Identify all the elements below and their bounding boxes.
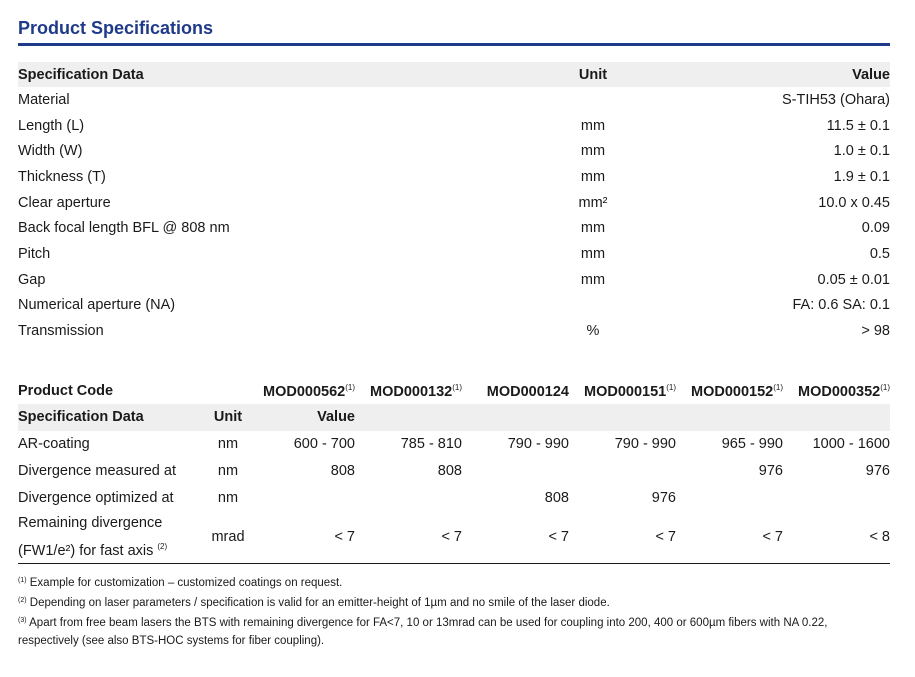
page-title: Product Specifications bbox=[18, 18, 890, 46]
row-unit: mrad bbox=[211, 528, 245, 545]
table-row bbox=[18, 215, 890, 241]
row-unit: nm bbox=[217, 463, 239, 480]
row-value: FA: 0.6 SA: 0.1 bbox=[792, 297, 890, 314]
header-spec-data: Specification Data bbox=[18, 62, 478, 87]
header-value: Value bbox=[708, 62, 890, 87]
product-code-cell: MOD000132$^{(1)}$ bbox=[370, 382, 462, 400]
row-label: Gap bbox=[18, 271, 46, 288]
row-value: 785 - 810 bbox=[400, 436, 462, 453]
row-value: 1000 - 1600 bbox=[812, 436, 890, 453]
row-label: Pitch bbox=[18, 245, 51, 262]
row-value bbox=[355, 485, 462, 512]
row-unit bbox=[478, 293, 708, 319]
header-value: Value bbox=[248, 404, 355, 431]
row-value: 0.05 ± 0.01 bbox=[817, 271, 890, 288]
row-value: 976 bbox=[651, 490, 676, 507]
row-label: Back focal length BFL @ 808 nm bbox=[18, 220, 230, 237]
row-value: < 7 bbox=[441, 528, 462, 545]
product-code-row bbox=[18, 379, 890, 404]
row-label: Divergence measured at bbox=[18, 463, 176, 480]
table-row bbox=[18, 241, 890, 267]
row-value: 976 bbox=[865, 463, 890, 480]
table-row bbox=[18, 267, 890, 293]
row-value: 0.5 bbox=[869, 245, 890, 262]
product-specifications-page bbox=[18, 18, 890, 650]
row-label: Numerical aperture (NA) bbox=[18, 297, 176, 314]
row-value bbox=[783, 485, 890, 512]
table-row bbox=[18, 318, 890, 344]
row-value bbox=[676, 485, 783, 512]
table-header-row bbox=[18, 62, 890, 87]
row-label: Length (L) bbox=[18, 117, 85, 134]
row-label: Material bbox=[18, 91, 70, 108]
row-value: 600 - 700 bbox=[293, 436, 355, 453]
product-code-cell: MOD000562$^{(1)}$ bbox=[263, 382, 355, 400]
row-unit: mm bbox=[580, 271, 606, 288]
product-code-label: Product Code bbox=[18, 383, 114, 400]
row-label: Transmission bbox=[18, 323, 104, 340]
specification-table bbox=[18, 62, 890, 344]
row-unit: mm bbox=[580, 245, 606, 262]
footnotes bbox=[18, 572, 890, 650]
footnote: respectively (see also BTS-HOC systems for fiber coupling). bbox=[18, 634, 325, 647]
row-value: S-TIH53 (Ohara) bbox=[782, 91, 890, 108]
row-unit: mm bbox=[580, 143, 606, 160]
row-value: 808 bbox=[437, 463, 462, 480]
row-value: 965 - 990 bbox=[721, 436, 783, 453]
row-unit: mm² bbox=[578, 194, 608, 211]
row-value: < 8 bbox=[869, 528, 890, 545]
table-header-row bbox=[18, 404, 890, 431]
table-row bbox=[18, 431, 890, 458]
header-unit: Unit bbox=[478, 62, 708, 87]
row-value: 1.0 ± 0.1 bbox=[833, 143, 890, 160]
product-code-cell: MOD000352$^{(1)}$ bbox=[798, 382, 890, 400]
remaining-divergence-row bbox=[18, 512, 890, 564]
row-label: Clear aperture bbox=[18, 194, 111, 211]
row-label: AR-coating bbox=[18, 436, 90, 453]
row-unit: mm bbox=[580, 117, 606, 134]
row-value: 790 - 990 bbox=[507, 436, 569, 453]
table-row bbox=[18, 485, 890, 512]
table-row bbox=[18, 458, 890, 485]
product-code-cell: MOD000124 bbox=[486, 383, 569, 400]
row-label: Divergence optimized at bbox=[18, 490, 174, 507]
footnote: $^{(1)}$ Example for customization – customized coatings on request. bbox=[18, 576, 343, 589]
table-row bbox=[18, 190, 890, 216]
product-code-cell: MOD000151$^{(1)}$ bbox=[584, 382, 676, 400]
row-value bbox=[248, 485, 355, 512]
row-value: < 7 bbox=[655, 528, 676, 545]
row-value bbox=[462, 458, 569, 485]
table-row bbox=[18, 113, 890, 139]
header-spec-data: Specification Data bbox=[18, 404, 208, 431]
row-value: 11.5 ± 0.1 bbox=[826, 117, 890, 134]
table-row bbox=[18, 164, 890, 190]
table-row bbox=[18, 87, 890, 113]
footnote: $^{(3)}$ Apart from free beam lasers the BTS with remaining divergence for FA<7, 10 or 13mrad can be used for coupling into 200, 400 or 600µm fibers with NA 0.22, bbox=[18, 616, 828, 629]
row-unit bbox=[478, 87, 708, 113]
row-value: < 7 bbox=[762, 528, 783, 545]
row-value: > 98 bbox=[861, 323, 890, 340]
row-value: < 7 bbox=[548, 528, 569, 545]
row-value: 0.09 bbox=[861, 220, 890, 237]
row-label: Thickness (T) bbox=[18, 168, 106, 185]
row-value: 1.9 ± 0.1 bbox=[833, 168, 890, 185]
table-row bbox=[18, 138, 890, 164]
row-unit: nm bbox=[217, 490, 239, 507]
row-unit: mm bbox=[580, 168, 606, 185]
product-code-cell: MOD000152$^{(1)}$ bbox=[691, 382, 783, 400]
row-unit: mm bbox=[580, 220, 606, 237]
row-label: Width (W) bbox=[18, 143, 83, 160]
row-value: 808 bbox=[544, 490, 569, 507]
row-value: 790 - 990 bbox=[614, 436, 676, 453]
row-value: < 7 bbox=[334, 528, 355, 545]
row-value: 976 bbox=[758, 463, 783, 480]
footnote: $^{(2)}$ Depending on laser parameters / specification is valid for an emitter-height of 1µm and no smile of the laser diode. bbox=[18, 596, 610, 609]
row-value bbox=[569, 458, 676, 485]
row-value: 10.0 x 0.45 bbox=[818, 194, 890, 211]
row-unit: % bbox=[586, 323, 600, 340]
row-value: 808 bbox=[330, 463, 355, 480]
header-unit: Unit bbox=[208, 404, 248, 431]
row-label: Remaining divergence (FW1/e²) for fast axis $^{(2)}$ bbox=[18, 514, 168, 559]
product-code-table bbox=[18, 379, 890, 564]
row-unit: nm bbox=[217, 436, 239, 453]
table-row bbox=[18, 293, 890, 319]
